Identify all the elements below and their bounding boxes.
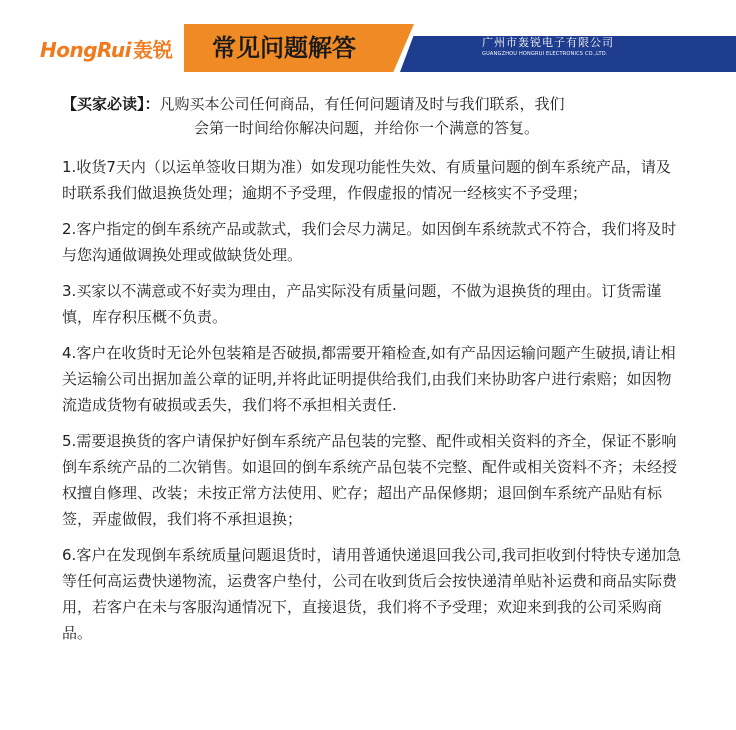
faq-item-4 bbox=[62, 340, 682, 418]
faq-item-text: 客户指定的倒车系统产品或款式，我们会尽力满足。如因倒车系统款式不符合，我们将及时与您沟通做调换处理或做缺货处理。 bbox=[62, 220, 677, 264]
faq-item-1 bbox=[62, 154, 682, 206]
faq-item-text: 买家以不满意或不好卖为理由，产品实际没有质量问题，不做为退换货的理由。订货需谨慎，库存积压概不负责。 bbox=[62, 282, 662, 326]
faq-item-number: 5. bbox=[62, 432, 77, 450]
faq-item-number: 3. bbox=[62, 282, 77, 300]
faq-item-number: 4. bbox=[62, 344, 77, 362]
page-title: 常见问题解答 bbox=[212, 34, 356, 62]
faq-item-6 bbox=[62, 542, 682, 646]
header-banner bbox=[0, 18, 736, 78]
logo-cn-text: 轰锐 bbox=[132, 38, 173, 62]
faq-item-5 bbox=[62, 428, 682, 532]
company-name-en: GUANGZHOU HONGRUI ELECTRONICS CO.,LTD. bbox=[482, 51, 608, 57]
buyer-notice bbox=[62, 92, 682, 140]
notice-line-2: 会第一时间给你解决问题，并给你一个满意的答复。 bbox=[194, 119, 540, 137]
faq-content bbox=[62, 92, 682, 656]
company-name-cn: 广州市轰锐电子有限公司 bbox=[482, 36, 614, 49]
faq-item-3 bbox=[62, 278, 682, 330]
company-name bbox=[482, 36, 722, 58]
faq-item-text: 客户在收货时无论外包装箱是否破损,都需要开箱检查,如有产品因运输问题产生破损,请让相关运输公司出据加盖公章的证明,并将此证明提供给我们,由我们来协助客户进行索赔；如因物流造成货物有破损或丢失，我们将不承担相关责任. bbox=[62, 344, 676, 414]
logo-latin-text: HongRui bbox=[40, 38, 131, 62]
notice-line-1: 凡购买本公司任何商品，有任何问题请及时与我们联系，我们 bbox=[159, 95, 565, 113]
faq-item-number: 1. bbox=[62, 158, 77, 176]
faq-item-2 bbox=[62, 216, 682, 268]
notice-label: 【买家必读】： bbox=[62, 95, 160, 113]
faq-item-number: 6. bbox=[62, 546, 77, 564]
faq-item-text: 收货7天内（以运单签收日期为准）如发现功能性失效、有质量问题的倒车系统产品，请及时联系我们做退换货处理；逾期不予受理，作假虚报的情况一经核实不予受理； bbox=[62, 158, 671, 202]
faq-item-text: 客户在发现倒车系统质量问题退货时，请用普通快递退回我公司,我司拒收到付特快专递加急等任何高运费快递物流，运费客户垫付，公司在收到货后会按快递清单贴补运费和商品实际费用，若客户在未与客服沟通情况下，直接退货，我们将不予受理；欢迎来到我的公司采购商品。 bbox=[62, 546, 682, 642]
faq-item-number: 2. bbox=[62, 220, 77, 238]
faq-item-text: 需要退换货的客户请保护好倒车系统产品包装的完整、配件或相关资料的齐全，保证不影响倒车系统产品的二次销售。如退回的倒车系统产品包装不完整、配件或相关资料不齐；未经授权擅自修理、改装；未按正常方法使用、贮存；超出产品保修期；退回倒车系统产品贴有标签，弄虚做假，我们将不承担退换； bbox=[62, 432, 678, 528]
brand-logo bbox=[40, 34, 173, 64]
